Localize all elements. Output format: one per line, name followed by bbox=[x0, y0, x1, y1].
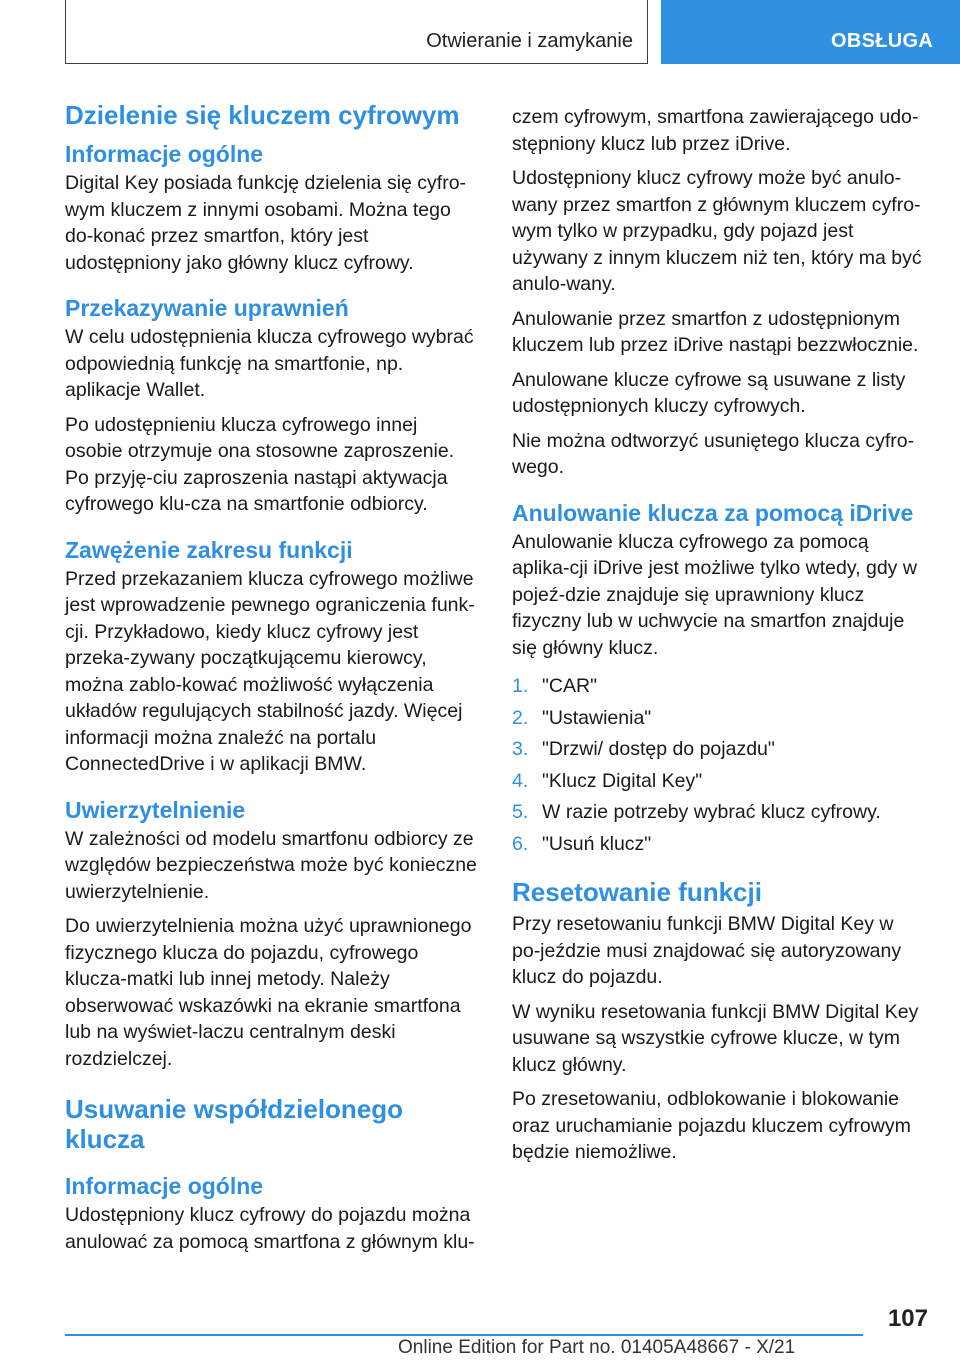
paragraph: Udostępniony klucz cyfrowy może być anulo-wany przez smartfon z głównym kluczem cyfro-wym tylko w przypadku, gdy pojazd jest używany z innym kluczem niż ten, który ma być anulo-wany. bbox=[512, 167, 922, 295]
step-number: 5. bbox=[512, 801, 529, 823]
paragraph: Po zresetowaniu, odblokowanie i blokowanie oraz uruchamianie pojazdu kluczem cyfrowym będzie niemożliwe. bbox=[512, 1088, 911, 1163]
step-text: "Ustawienia" bbox=[542, 706, 652, 729]
subheading-restriction: Zawężenie zakresu funkcji bbox=[65, 536, 353, 563]
list-item bbox=[512, 768, 926, 795]
list-item bbox=[512, 736, 926, 763]
steps-list bbox=[512, 673, 926, 857]
step-number: 3. bbox=[512, 738, 529, 760]
header-chapter-tab: OBSŁUGA bbox=[661, 0, 960, 64]
subheading-general-info-2: Informacje ogólne bbox=[65, 1173, 264, 1199]
step-text: "Usuń klucz" bbox=[542, 832, 652, 855]
paragraph: W wyniku resetowania funkcji BMW Digital Key usuwane są wszystkie cyfrowe klucze, w tym klucz główny. bbox=[512, 1000, 919, 1076]
paragraph: Nie można odtworzyć usuniętego klucza cyfro-wego. bbox=[512, 429, 915, 478]
paragraph: W celu udostępnienia klucza cyfrowego wybrać odpowiednią funkcję na smartfonie, np. aplikacje Wallet. bbox=[65, 326, 474, 401]
paragraph: Do uwierzytelnienia można użyć uprawnionego fizycznego klucza do pojazdu, cyfrowego klucza-matki lub innej metody. Należy obserwować wskazówki na ekranie smartfona lub na wyświet-laczu centralnym deski rozdzielczej. bbox=[65, 915, 472, 1070]
footer-divider bbox=[65, 1334, 863, 1336]
list-item bbox=[512, 705, 926, 732]
header-section-title: Otwieranie i zamykanie bbox=[426, 30, 633, 52]
step-text: W razie potrzeby wybrać klucz cyfrowy. bbox=[542, 801, 881, 823]
paragraph: Digital Key posiada funkcję dzielenia się cyfro-wym kluczem z innymi osobami. Można tego do-konać przez smartfon, który jest udostępniony jako główny klucz cyfrowy. bbox=[65, 172, 467, 274]
section-heading-removal: Usuwanie współdzielonego klucza bbox=[65, 1094, 404, 1154]
section-heading-sharing: Dzielenie się kluczem cyfrowym bbox=[65, 100, 460, 130]
paragraph: Przy resetowaniu funkcji BMW Digital Key w po-jeździe musi znajdować się autoryzowany klucz do pojazdu. bbox=[512, 913, 902, 988]
section-heading-reset: Resetowanie funkcji bbox=[512, 877, 762, 907]
step-text: "CAR" bbox=[542, 675, 598, 697]
footer-edition: Online Edition for Part no. 01405A48667 - X/21 bbox=[398, 1337, 796, 1358]
header-frame bbox=[65, 0, 648, 64]
step-number: 6. bbox=[512, 832, 529, 855]
right-column bbox=[512, 104, 926, 1174]
paragraph: Przed przekazaniem klucza cyfrowego możliwe jest wprowadzenie pewnego ograniczenia funk-cji. Przykładowo, kiedy klucz cyfrowy jest przeka-zywany początkującemu kierowcy, można zablo-kować możliwość wyłączenia układów regulujących stabilność jazdy. Więcej informacji można znaleźć na portalu ConnectedDrive i w aplikacji BMW. bbox=[65, 567, 475, 775]
step-number: 1. bbox=[512, 675, 529, 697]
paragraph: Anulowane klucze cyfrowe są usuwane z listy udostępnionych kluczy cyfrowych. bbox=[512, 368, 906, 417]
step-number: 4. bbox=[512, 769, 529, 792]
paragraph: W zależności od modelu smartfonu odbiorcy ze względów bezpieczeństwa może być konieczne uwierzytelnienie. bbox=[65, 827, 477, 903]
step-text: "Drzwi/ dostęp do pojazdu" bbox=[542, 738, 775, 760]
step-number: 2. bbox=[512, 706, 529, 729]
step-text: "Klucz Digital Key" bbox=[542, 769, 703, 792]
subheading-transfer: Przekazywanie uprawnień bbox=[65, 295, 349, 321]
left-column bbox=[65, 100, 479, 1263]
list-item bbox=[512, 799, 926, 826]
page-number: 107 bbox=[887, 1305, 928, 1332]
paragraph: Po udostępnieniu klucza cyfrowego innej osobie otrzymuje ona stosowne zaproszenie. Po przyję-ciu zaproszenia nastąpi aktywacja cyfrowego klu-cza na smartfonie odbiorcy. bbox=[65, 413, 455, 515]
list-item bbox=[512, 673, 926, 700]
subheading-general-info: Informacje ogólne bbox=[65, 141, 264, 167]
list-item bbox=[512, 831, 926, 858]
paragraph: Anulowanie klucza cyfrowego za pomocą aplika-cji iDrive jest możliwe tylko wtedy, gdy w pojeź-dzie znajduje się uprawniony klucz fizyczny lub w uchwycie na smartfon znajduje się główny klucz. bbox=[512, 530, 917, 659]
subheading-authentication: Uwierzytelnienie bbox=[65, 796, 246, 823]
paragraph: Udostępniony klucz cyfrowy do pojazdu można anulować za pomocą smartfona z głównym klu- bbox=[65, 1204, 475, 1253]
paragraph: czem cyfrowym, smartfona zawierającego udo-stępniony klucz lub przez iDrive. bbox=[512, 106, 919, 155]
paragraph: Anulowanie przez smartfon z udostępnionym kluczem lub przez iDrive nastąpi bezzwłocznie. bbox=[512, 307, 919, 356]
subheading-cancel-idrive: Anulowanie klucza za pomocą iDrive bbox=[512, 499, 914, 526]
